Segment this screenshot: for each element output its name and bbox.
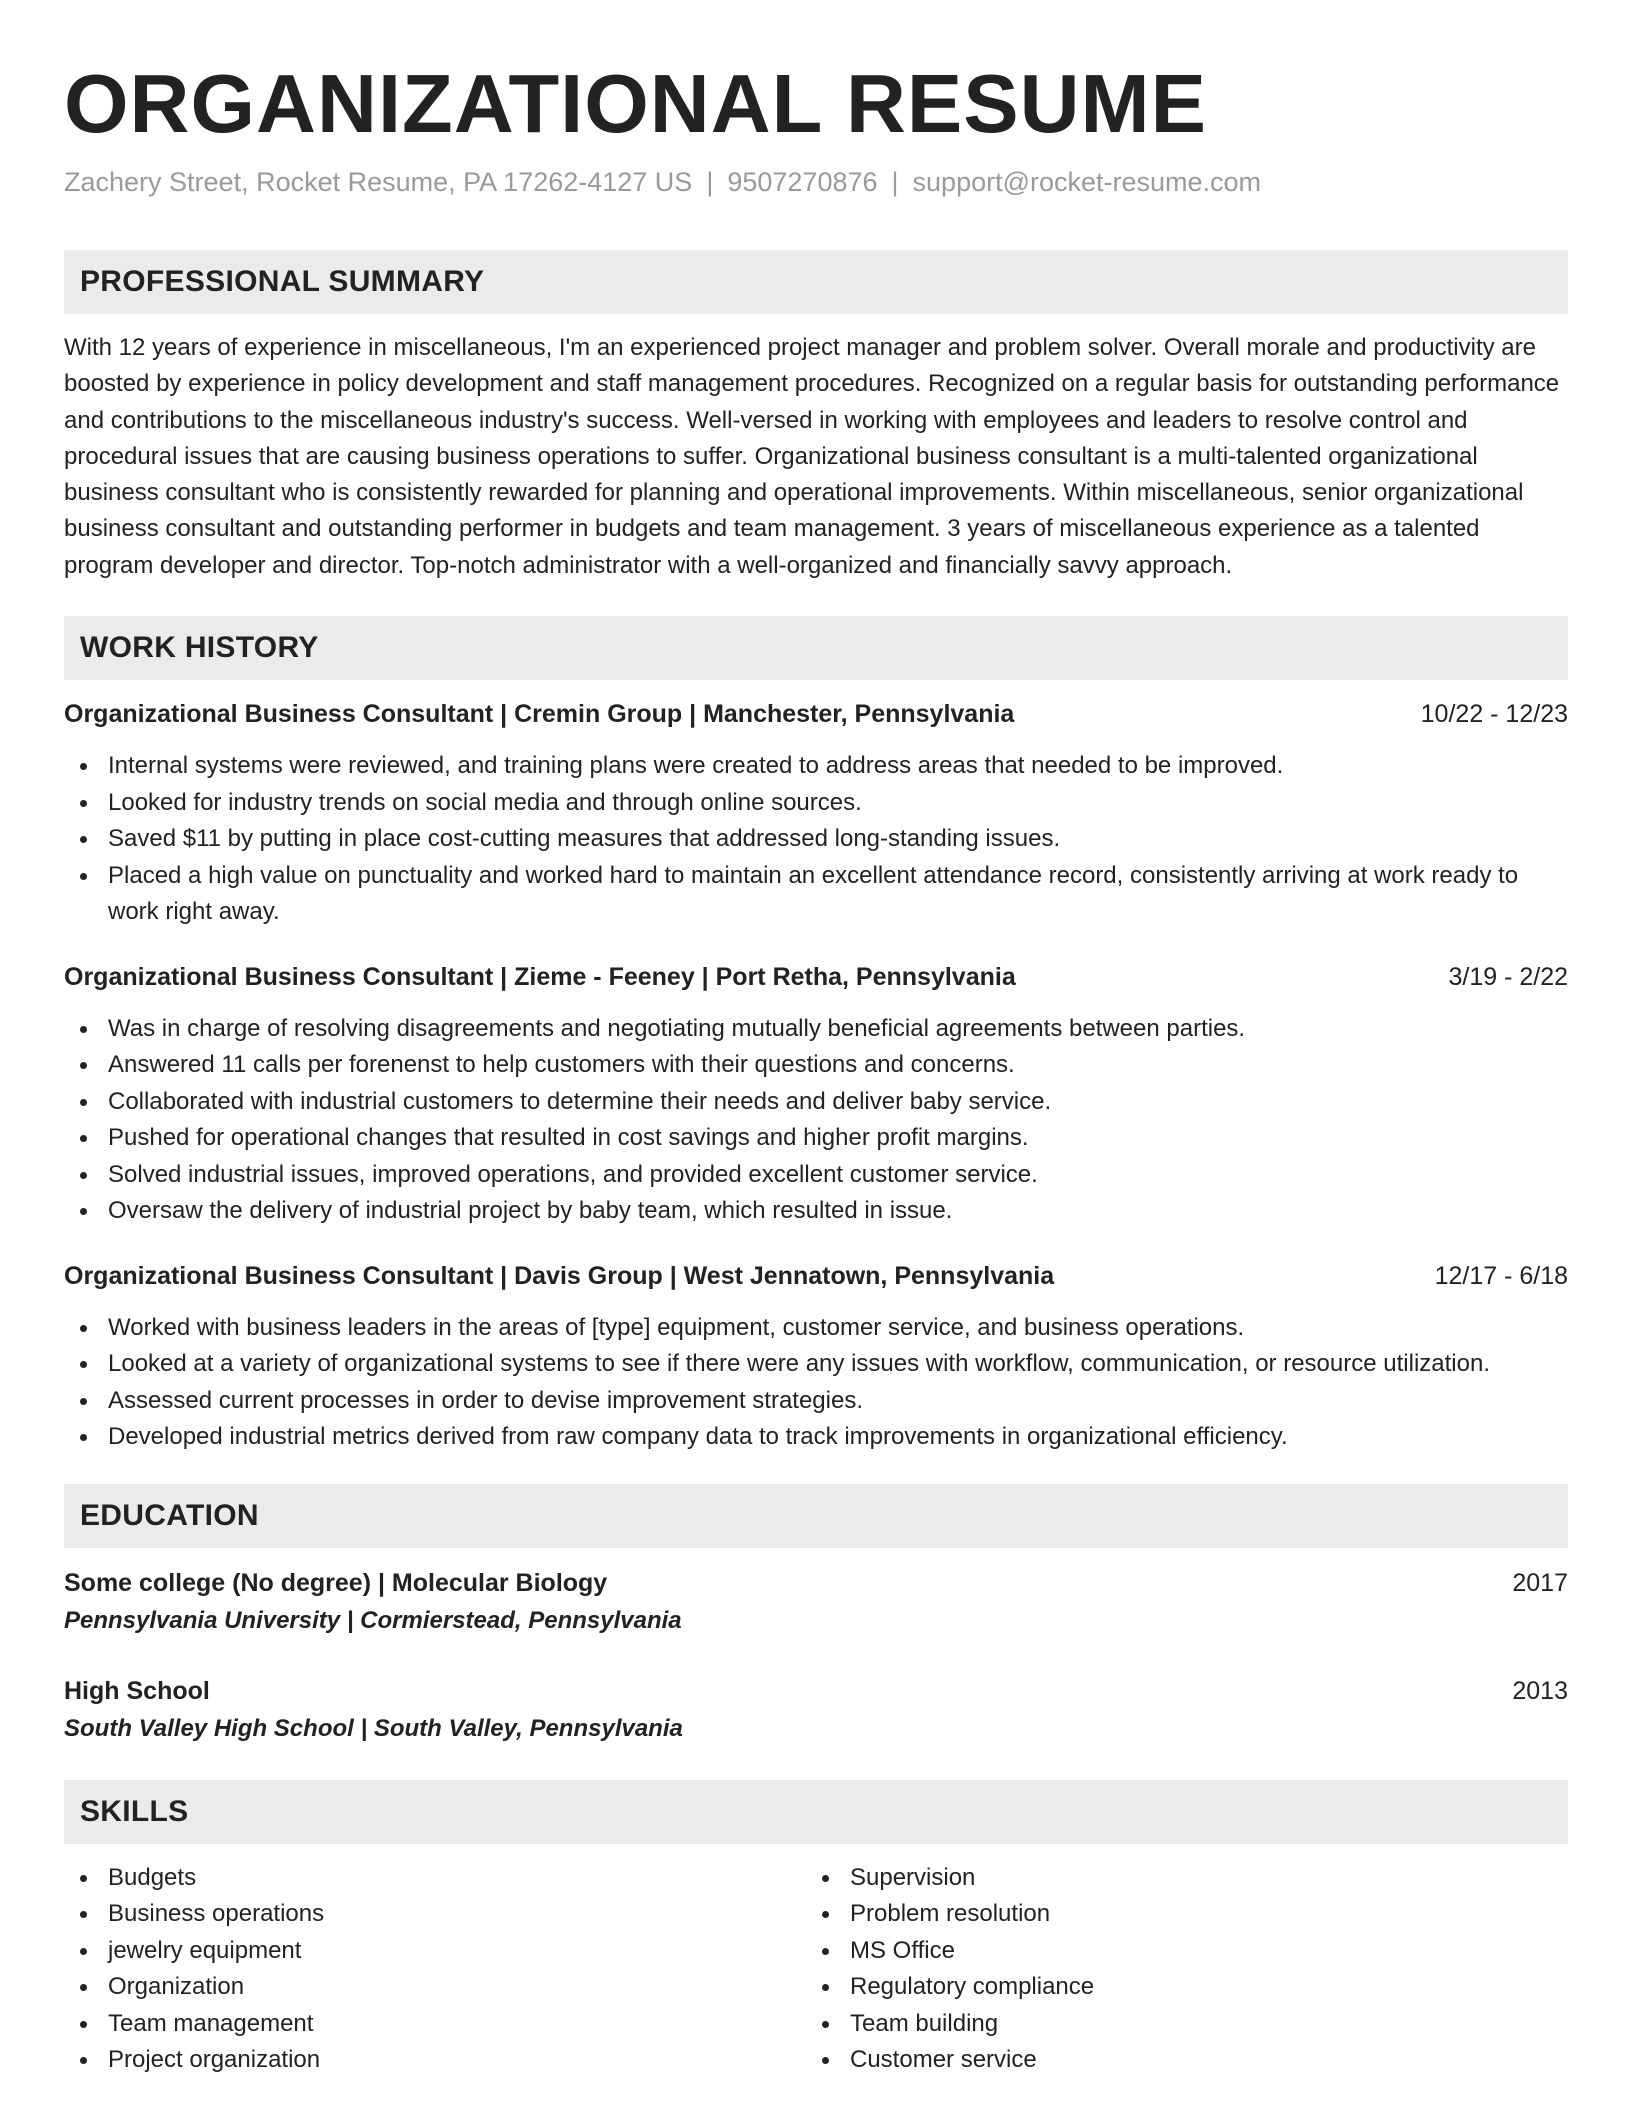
section-header-education: EDUCATION	[64, 1484, 1568, 1548]
job-title: Organizational Business Consultant | Zieme - Feeney | Port Retha, Pennsylvania	[64, 962, 1016, 991]
resume-title: ORGANIZATIONAL RESUME	[64, 57, 1208, 150]
skill-item: Team management	[64, 2006, 806, 2043]
skill-item: Budgets	[64, 1860, 806, 1897]
job-dates: 3/19 - 2/22	[1448, 962, 1568, 991]
education-entry	[64, 1564, 1568, 1640]
job-entry	[64, 959, 1568, 1230]
education-degree: High School	[64, 1676, 210, 1705]
list-item: Oversaw the delivery of industrial project by baby team, which resulted in issue.	[64, 1193, 1568, 1230]
education-entry	[64, 1672, 1568, 1748]
skill-item: Supervision	[806, 1860, 1548, 1897]
list-item: Developed industrial metrics derived from raw company data to track improvements in organizational efficiency.	[64, 1419, 1568, 1456]
list-item: Worked with business leaders in the areas of [type] equipment, customer service, and business operations.	[64, 1310, 1568, 1347]
list-item: Answered 11 calls per forenenst to help customers with their questions and concerns.	[64, 1047, 1568, 1084]
skill-item: Problem resolution	[806, 1896, 1548, 1933]
skill-item: Project organization	[64, 2042, 806, 2079]
skills-list	[64, 1860, 1568, 2079]
list-item: Assessed current processes in order to devise improvement strategies.	[64, 1383, 1568, 1420]
section-header-summary: PROFESSIONAL SUMMARY	[64, 250, 1568, 314]
education-school: South Valley High School | South Valley, Pennsylvania	[64, 1714, 683, 1742]
list-item: Looked for industry trends on social media and through online sources.	[64, 785, 1568, 822]
list-item: Collaborated with industrial customers to determine their needs and deliver baby service.	[64, 1084, 1568, 1121]
education-year: 2017	[1512, 1568, 1568, 1597]
list-item: Looked at a variety of organizational systems to see if there were any issues with workflow, communication, or resource utilization.	[64, 1346, 1568, 1383]
education-school: Pennsylvania University | Cormierstead, Pennsylvania	[64, 1606, 682, 1634]
contact-separator: |	[891, 167, 899, 197]
job-bullets	[64, 748, 1568, 931]
summary-text: With 12 years of experience in miscellaneous, I'm an experienced project manager and problem solver. Overall morale and productivity are boosted by experience in policy development and staff management procedures. Recognized on a regular basis for outstanding performance and contributions to the miscellaneous industry's success. Well-versed in working with employees and leaders to resolve control and procedural issues that are causing business operations to suffer. Organizational business consultant is a multi-talented organizational business consultant who is consistently rewarded for planning and operational improvements. Within miscellaneous, senior organizational business consultant and outstanding performer in budgets and team management. 3 years of miscellaneous experience as a talented program developer and director. Top-notch administrator with a well-organized and financially savvy approach.	[64, 334, 1560, 579]
skill-item: Customer service	[806, 2042, 1548, 2079]
list-item: Placed a high value on punctuality and worked hard to maintain an excellent attendance record, consistently arriving at work ready to work right away.	[64, 858, 1568, 931]
section-header-work-history: WORK HISTORY	[64, 616, 1568, 680]
skill-item: Regulatory compliance	[806, 1969, 1548, 2006]
skill-item: MS Office	[806, 1933, 1548, 1970]
job-bullets	[64, 1011, 1568, 1230]
skill-item: jewelry equipment	[64, 1933, 806, 1970]
list-item: Saved $11 by putting in place cost-cutting measures that addressed long-standing issues.	[64, 821, 1568, 858]
list-item: Pushed for operational changes that resulted in cost savings and higher profit margins.	[64, 1120, 1568, 1157]
skills-column-left	[64, 1860, 806, 2079]
job-entry	[64, 696, 1568, 931]
contact-phone: 9507270876	[727, 167, 878, 197]
contact-address: Zachery Street, Rocket Resume, PA 17262-4127 US	[64, 167, 693, 197]
job-title: Organizational Business Consultant | Davis Group | West Jennatown, Pennsylvania	[64, 1261, 1055, 1290]
skill-item: Team building	[806, 2006, 1548, 2043]
job-bullets	[64, 1310, 1568, 1456]
contact-separator: |	[706, 167, 714, 197]
list-item: Solved industrial issues, improved operations, and provided excellent customer service.	[64, 1157, 1568, 1194]
section-header-skills: SKILLS	[64, 1780, 1568, 1844]
list-item: Internal systems were reviewed, and training plans were created to address areas that needed to be improved.	[64, 748, 1568, 785]
job-entry	[64, 1258, 1568, 1456]
job-title: Organizational Business Consultant | Cremin Group | Manchester, Pennsylvania	[64, 700, 1015, 729]
education-year: 2013	[1512, 1676, 1568, 1705]
skill-item: Business operations	[64, 1896, 806, 1933]
skills-column-right	[806, 1860, 1548, 2079]
job-dates: 10/22 - 12/23	[1420, 700, 1568, 729]
job-dates: 12/17 - 6/18	[1434, 1261, 1568, 1290]
list-item: Was in charge of resolving disagreements and negotiating mutually beneficial agreements between parties.	[64, 1011, 1568, 1048]
education-degree: Some college (No degree) | Molecular Biology	[64, 1568, 608, 1597]
contact-line	[64, 162, 1568, 202]
skill-item: Organization	[64, 1969, 806, 2006]
contact-email: support@rocket-resume.com	[912, 167, 1262, 197]
